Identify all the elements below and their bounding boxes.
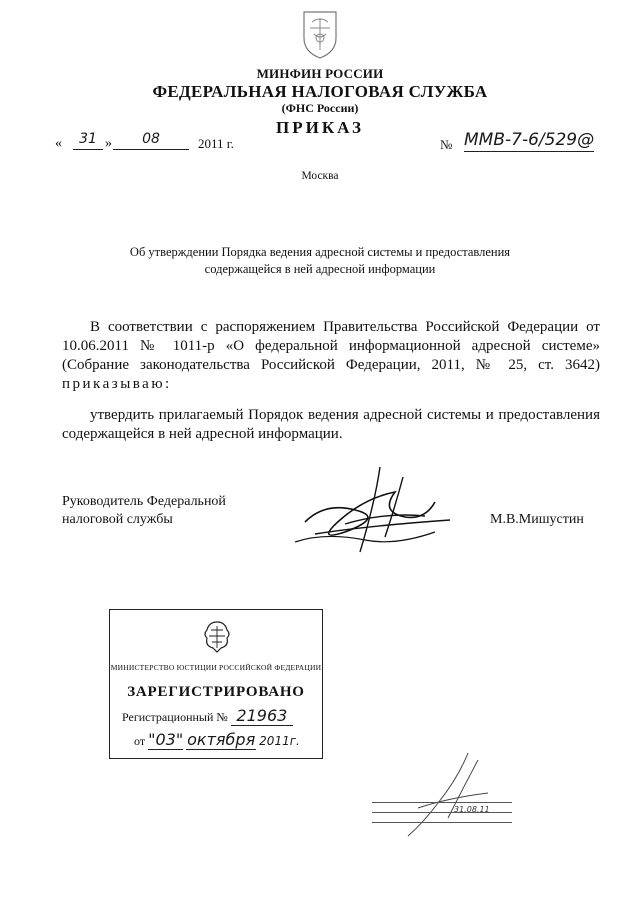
body-paragraph-1: [62, 318, 600, 394]
stamp-line: [372, 802, 512, 803]
stamp-registered: ЗАРЕГИСТРИРОВАНО: [127, 684, 305, 700]
date-year: 2011 г.: [198, 136, 234, 151]
number-value: ММВ-7-6/529@: [464, 130, 595, 150]
date-close-quote: »: [105, 136, 112, 151]
body-text-1: В соответствии с распоряжением Правительства Российской Федерации от 10.06.2011 № 1011-р «О федеральной информационной адресной системе» (Собрание законодательства Российской Федерации, 2011, № 25, ст. 3642): [62, 319, 600, 373]
date-month: 08: [113, 131, 189, 150]
order-word: приказываю:: [62, 376, 172, 392]
signatory-title-line-2: налоговой службы: [62, 512, 173, 527]
date-day: 31: [73, 131, 103, 150]
body-paragraph-2: утвердить прилагаемый Порядок ведения адресной системы и предоставления содержащейся в ней адресной информации.: [62, 407, 600, 442]
stamp-line: [372, 822, 512, 823]
service-short-name: (ФНС России): [281, 101, 359, 115]
stamp-reg-label: Регистрационный №: [122, 710, 228, 724]
approval-stamp-date: 31.08.11: [454, 805, 490, 814]
number-sign: №: [440, 137, 453, 152]
order-date: [55, 131, 295, 157]
stamp-reg-number: 21963: [231, 706, 293, 726]
document-type: ПРИКАЗ: [276, 118, 364, 137]
ministry-name: МИНФИН РОССИИ: [256, 66, 384, 81]
date-open-quote: «: [55, 136, 62, 151]
signatory-title: [62, 493, 282, 529]
stamp-date-month: октября: [187, 730, 256, 749]
service-name: ФЕДЕРАЛЬНАЯ НАЛОГОВАЯ СЛУЖБА: [152, 82, 488, 101]
registration-stamp: [109, 609, 323, 759]
handwritten-signature: [285, 462, 460, 560]
subject-line-2: содержащейся в ней адресной информации: [204, 262, 436, 276]
order-number: [440, 130, 600, 158]
stamp-date-year: 2011г.: [259, 734, 300, 748]
stamp-registration-number: [122, 706, 293, 726]
signatory-name: М.В.Мишустин: [490, 512, 584, 527]
coat-of-arms-emblem: [298, 8, 342, 60]
city: Москва: [301, 170, 339, 182]
stamp-registration-date: [134, 730, 300, 750]
stamp-ministry: МИНИСТЕРСТВО ЮСТИЦИИ РОССИЙСКОЙ ФЕДЕРАЦИИ: [110, 663, 322, 672]
signatory-title-line-1: Руководитель Федеральной: [62, 494, 226, 509]
subject-line-1: Об утверждении Порядка ведения адресной системы и предоставления: [129, 245, 511, 259]
order-subject: [0, 244, 640, 278]
approval-stamp: [362, 796, 512, 828]
stamp-date-prefix: от: [134, 734, 146, 748]
stamp-line: [372, 812, 512, 813]
stamp-eagle-icon: [201, 618, 233, 656]
stamp-date-day: "03": [148, 730, 184, 749]
